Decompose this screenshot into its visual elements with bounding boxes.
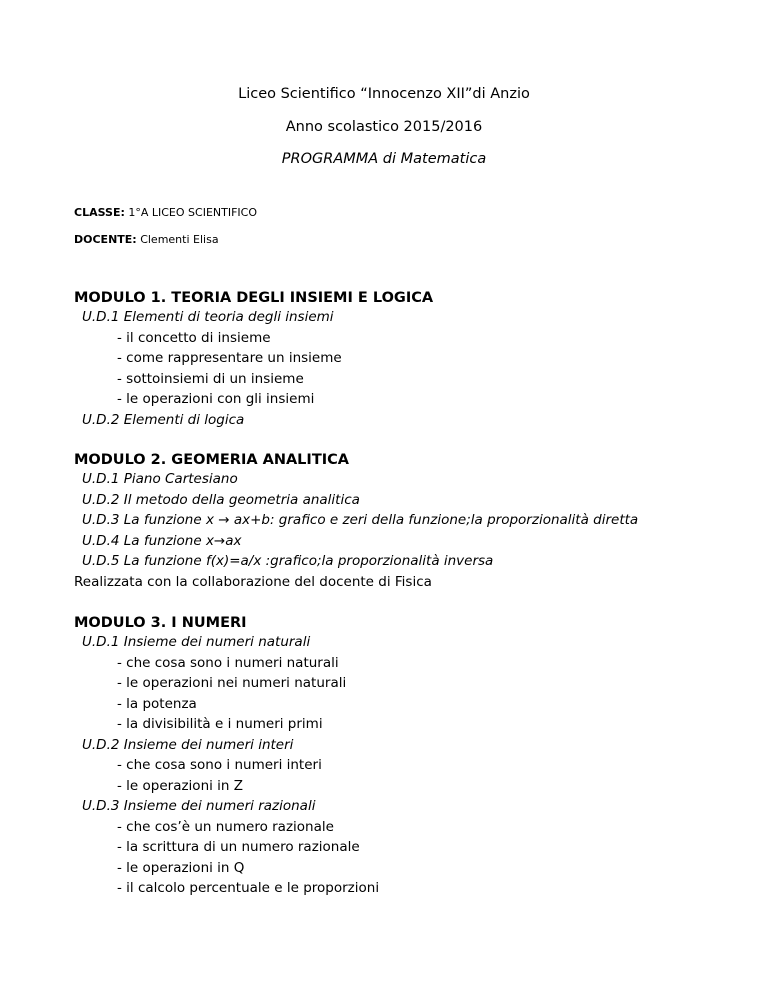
topic-item: - le operazioni nei numeri naturali: [117, 675, 347, 691]
document-title: PROGRAMMA di Matematica: [281, 151, 487, 167]
topic-item: - le operazioni in Z: [117, 777, 244, 794]
module-note: Realizzata con la collaborazione del docente di Fisica: [74, 573, 432, 590]
topic-item: - che cos’è un numero razionale: [117, 818, 334, 835]
class-line: [74, 206, 257, 220]
topic-item: - la potenza: [117, 695, 197, 712]
unit-title: U.D.2 Elementi di logica: [82, 411, 245, 428]
unit-title: U.D.1 Elementi di teoria degli insiemi: [82, 309, 334, 325]
module-rows: [74, 632, 754, 899]
topic-item: - le operazioni con gli insiemi: [117, 391, 315, 407]
unit-title: U.D.1 Insieme dei numeri naturali: [82, 634, 311, 650]
module-title: MODULO 3. I NUMERI: [74, 615, 247, 631]
school-year: Anno scolastico 2015/2016: [285, 119, 483, 135]
unit-title: U.D.4 La funzione x→ax: [82, 532, 242, 549]
teacher-value: Clementi Elisa: [136, 233, 219, 246]
topic-item: - come rappresentare un insieme: [117, 350, 342, 366]
unit-title: U.D.3 La funzione x → ax+b: grafico e zeri della funzione;la proporzionalità diretta: [82, 512, 639, 528]
unit-title: U.D.2 Il metodo della geometria analitica: [82, 491, 360, 508]
topic-item: - sottoinsiemi di un insieme: [117, 370, 304, 387]
topic-item: - il concetto di insieme: [117, 329, 271, 346]
teacher-line: [74, 233, 219, 247]
unit-title: U.D.5 La funzione f(x)=a/x :grafico;la proporzionalità inversa: [82, 553, 494, 569]
school-name: Liceo Scientifico “Innocenzo XII”di Anzio: [238, 86, 530, 102]
module-section: [74, 614, 754, 899]
topic-item: - la divisibilità e i numeri primi: [117, 716, 323, 732]
topic-item: - le operazioni in Q: [117, 859, 245, 876]
module-title: MODULO 1. TEORIA DEGLI INSIEMI E LOGICA: [74, 290, 434, 306]
topic-item: - che cosa sono i numeri naturali: [117, 654, 339, 671]
topic-item: - il calcolo percentuale e le proporzioni: [117, 880, 380, 896]
module-section: [74, 451, 754, 592]
class-value: 1°A LICEO SCIENTIFICO: [124, 206, 257, 219]
unit-title: U.D.2 Insieme dei numeri interi: [82, 736, 294, 753]
unit-title: U.D.3 Insieme dei numeri razionali: [82, 798, 316, 814]
topic-item: - la scrittura di un numero razionale: [117, 839, 360, 855]
topic-item: - che cosa sono i numeri interi: [117, 757, 322, 773]
teacher-label: DOCENTE:: [74, 233, 137, 246]
unit-title: U.D.1 Piano Cartesiano: [82, 471, 238, 487]
module-rows: [74, 469, 754, 592]
class-label: CLASSE:: [74, 206, 125, 219]
module-section: [74, 289, 754, 430]
module-rows: [74, 307, 754, 430]
module-title: MODULO 2. GEOMERIA ANALITICA: [74, 452, 349, 468]
